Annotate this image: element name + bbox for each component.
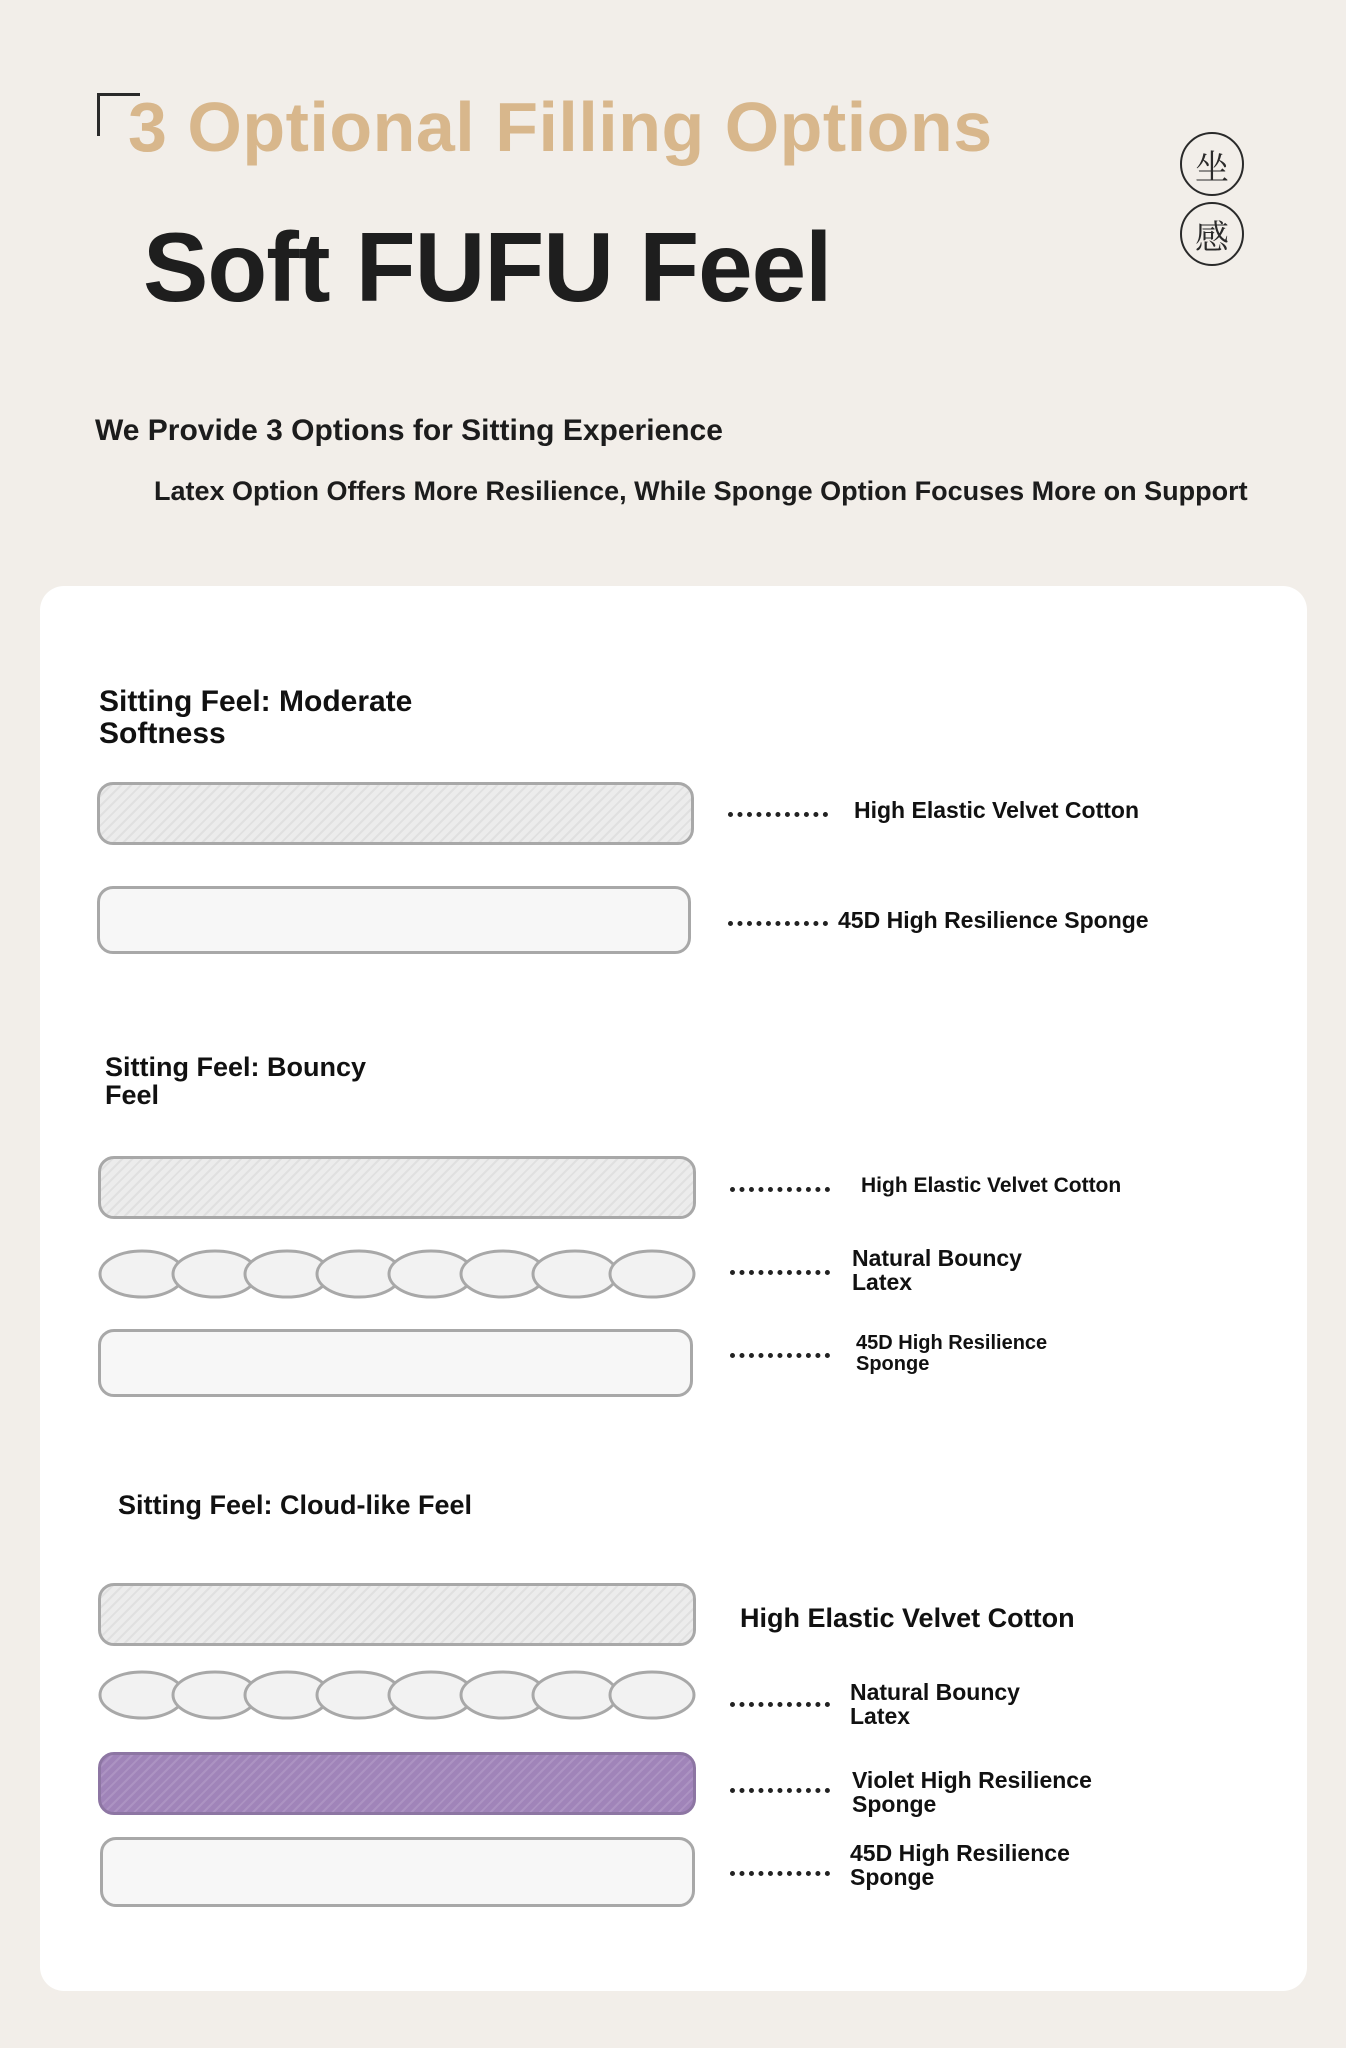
layer-label: High Elastic Velvet Cotton: [861, 1174, 1122, 1197]
layer-sponge: [98, 1329, 693, 1397]
layer-label: 45D High Resilience Sponge: [856, 1332, 1048, 1375]
layer-violet-sponge: [98, 1752, 696, 1815]
layer-label: 45D High Resilience Sponge: [838, 907, 1149, 933]
leader-dots: [730, 1187, 830, 1192]
layer-sponge: [97, 886, 691, 954]
section-title-cloud-like-feel: Sitting Feel: Cloud-like Feel: [118, 1490, 473, 1520]
layer-label: High Elastic Velvet Cotton: [854, 797, 1139, 823]
layer-label: Natural Bouncy Latex: [850, 1679, 1020, 1730]
leader-dots: [728, 812, 828, 817]
leader-dots: [730, 1702, 830, 1707]
section-title-bouncy-feel: Sitting Feel: Bouncy Feel: [105, 1052, 367, 1111]
layer-velvet-cotton: [98, 1156, 696, 1219]
seal-char-feel: 感: [1180, 202, 1244, 266]
intro-line-1: We Provide 3 Options for Sitting Experience: [95, 414, 723, 447]
layer-velvet-cotton: [98, 1583, 696, 1646]
leader-dots: [730, 1788, 830, 1793]
accent-title: 3 Optional Filling Options: [128, 88, 993, 166]
main-title: Soft FUFU Feel: [143, 212, 832, 322]
layer-label: 45D High Resilience Sponge: [850, 1840, 1070, 1891]
leader-dots: [730, 1871, 830, 1876]
leader-dots: [730, 1270, 830, 1275]
layer-sponge: [100, 1837, 695, 1907]
leader-dots: [730, 1353, 830, 1358]
layer-velvet-cotton: [97, 782, 694, 845]
intro-line-2: Latex Option Offers More Resilience, While Sponge Option Focuses More on Support: [154, 476, 1248, 506]
seal-char-sit: 坐: [1180, 132, 1244, 196]
section-title-moderate-softness: Sitting Feel: Moderate Softness: [99, 685, 413, 750]
layer-label: Natural Bouncy Latex: [852, 1245, 1022, 1296]
leader-dots: [728, 921, 828, 926]
layer-label: Violet High Resilience Sponge: [852, 1767, 1092, 1818]
layer-latex: [98, 1248, 698, 1300]
layer-label: High Elastic Velvet Cotton: [740, 1603, 1075, 1633]
layer-latex: [98, 1669, 698, 1721]
